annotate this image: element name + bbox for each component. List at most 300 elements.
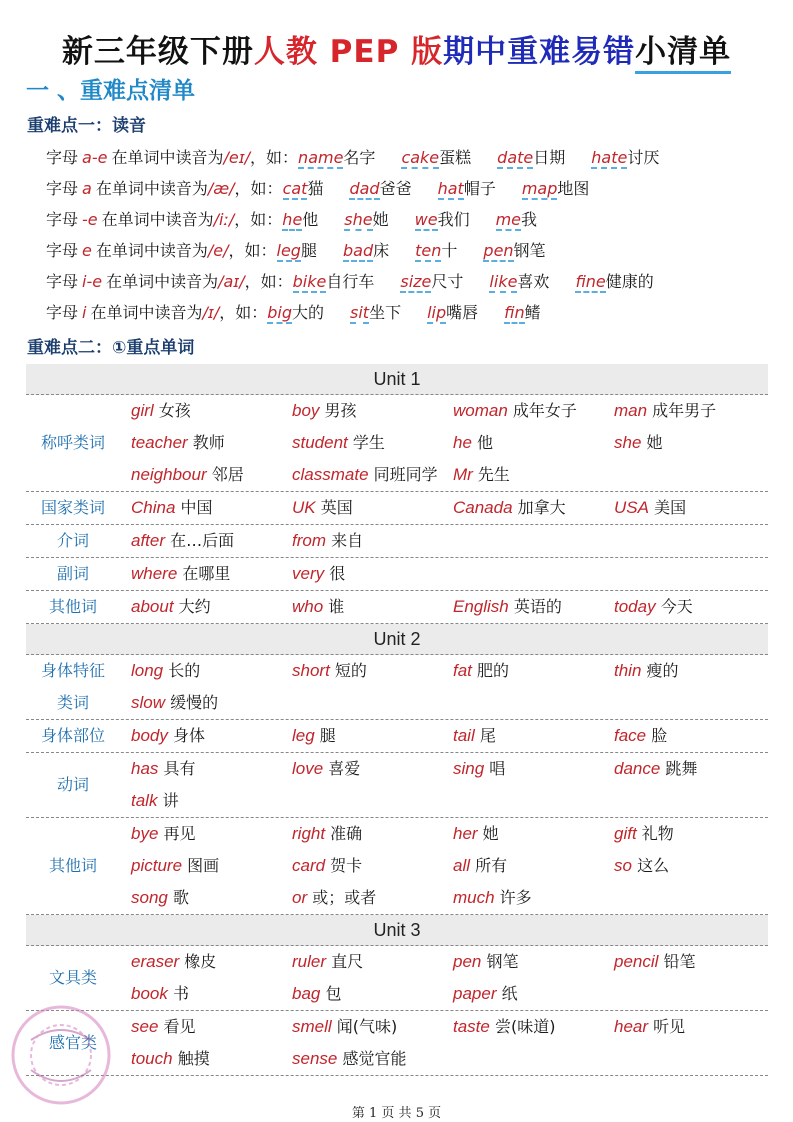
- word-cell: [292, 427, 453, 459]
- word-cell: [614, 492, 739, 524]
- word-chinese: 很: [329, 564, 346, 583]
- word-chinese: 书: [172, 984, 189, 1003]
- phonics-example: [343, 235, 389, 266]
- example-word: size: [400, 272, 432, 291]
- example-meaning: 喜欢: [517, 272, 550, 291]
- example-word: dad: [349, 179, 380, 198]
- phonics-sound: /iː/: [213, 210, 235, 229]
- word-chinese: 英国: [320, 498, 353, 517]
- vocab-table: [26, 364, 768, 1076]
- word-chinese: 铅笔: [663, 952, 696, 971]
- word-chinese: 同班同学: [373, 465, 438, 484]
- word-cell: [614, 558, 739, 590]
- phonics-example: [504, 297, 541, 328]
- phonics-example: [267, 297, 324, 328]
- word-cell: [453, 558, 614, 590]
- phonics-example: [522, 173, 590, 204]
- word-english: taste: [453, 1017, 490, 1036]
- phonics-row: [46, 235, 776, 266]
- word-english: talk: [131, 791, 158, 810]
- word-english: teacher: [131, 433, 188, 452]
- word-chinese: 许多: [499, 888, 532, 907]
- phonics-mid: 在单词中读音为: [95, 179, 208, 198]
- example-word: we: [414, 210, 438, 229]
- category-row: [26, 655, 768, 720]
- section-heading: 一 、重难点清单: [26, 78, 196, 104]
- word-chinese: 或；或者: [312, 888, 377, 907]
- word-english: neighbour: [131, 465, 207, 484]
- word-cell: [292, 687, 453, 719]
- example-meaning: 她: [372, 210, 389, 229]
- word-chinese: 他: [477, 433, 494, 452]
- word-cell: [614, 818, 739, 850]
- example-meaning: 讨厌: [627, 148, 660, 167]
- phonics-example: [344, 204, 388, 235]
- word-cell: [614, 395, 739, 427]
- word-cell: [453, 1011, 614, 1043]
- phonics-prefix: 字母: [46, 272, 79, 291]
- phonics-example: [427, 297, 478, 328]
- phonics-prefix: 字母: [46, 241, 79, 260]
- category-row: [26, 525, 768, 558]
- word-chinese: 贺卡: [330, 856, 363, 875]
- phonics-letter: e: [82, 241, 92, 260]
- word-cell: [131, 818, 292, 850]
- example-word: fine: [575, 272, 606, 291]
- phonics-sound: /e/: [207, 241, 229, 260]
- word-english: bye: [131, 824, 159, 843]
- word-cell: [292, 946, 453, 978]
- example-word: hate: [591, 148, 628, 167]
- phonics-example: [591, 142, 659, 173]
- word-english: love: [292, 759, 324, 778]
- word-english: paper: [453, 984, 497, 1003]
- word-english: she: [614, 433, 642, 452]
- example-word: like: [489, 272, 518, 291]
- example-meaning: 大的: [292, 303, 325, 322]
- example-meaning: 腿: [300, 241, 317, 260]
- word-english: touch: [131, 1049, 173, 1068]
- word-english: girl: [131, 401, 154, 420]
- word-english: student: [292, 433, 348, 452]
- example-word: sit: [350, 303, 370, 322]
- phonics-example: [415, 235, 457, 266]
- word-english: China: [131, 498, 176, 517]
- word-english: gift: [614, 824, 637, 843]
- word-cell: [453, 978, 614, 1010]
- word-chinese: 邻居: [211, 465, 244, 484]
- word-english: English: [453, 597, 509, 616]
- word-english: very: [292, 564, 325, 583]
- example-word: pen: [483, 241, 514, 260]
- phonics-letter: a: [82, 179, 92, 198]
- word-cell: [453, 687, 614, 719]
- example-meaning: 我: [521, 210, 538, 229]
- category-label-text: 文具类: [48, 968, 97, 987]
- word-cell: [292, 818, 453, 850]
- subheading-pronunciation: 重难点一：读音: [27, 116, 146, 136]
- word-chinese: 包: [325, 984, 342, 1003]
- word-cell: [292, 1043, 453, 1075]
- word-grid: [120, 558, 768, 590]
- word-chinese: 在…后面: [170, 531, 235, 550]
- word-chinese: 短的: [334, 661, 367, 680]
- category-label-text: 其他词: [48, 597, 97, 616]
- page-footer: 第 1 页 共 5 页: [351, 1106, 442, 1121]
- word-grid: [120, 753, 768, 817]
- word-english: he: [453, 433, 472, 452]
- word-chinese: 肥的: [477, 661, 510, 680]
- phonics-mid: 在单词中读音为: [106, 272, 219, 291]
- phonics-suffix: ，如：: [234, 210, 283, 229]
- phonics-example: [293, 266, 375, 297]
- word-cell: [614, 946, 739, 978]
- example-word: she: [344, 210, 373, 229]
- word-cell: [453, 818, 614, 850]
- word-cell: [292, 558, 453, 590]
- word-cell: [131, 525, 292, 557]
- word-chinese: 橡皮: [184, 952, 217, 971]
- phonics-example: [277, 235, 317, 266]
- phonics-prefix: 字母: [46, 303, 79, 322]
- word-grid: [120, 492, 768, 524]
- word-cell: [131, 558, 292, 590]
- word-chinese: 长的: [168, 661, 201, 680]
- word-english: body: [131, 726, 168, 745]
- phonics-suffix: ，如：: [219, 303, 268, 322]
- word-english: Mr: [453, 465, 473, 484]
- category-label: [26, 753, 120, 817]
- word-english: picture: [131, 856, 183, 875]
- word-chinese: 唱: [489, 759, 506, 778]
- phonics-example: [349, 173, 411, 204]
- word-cell: [131, 427, 292, 459]
- category-label: [26, 1011, 120, 1075]
- word-chinese: 中国: [180, 498, 213, 517]
- word-chinese: 美国: [654, 498, 687, 517]
- word-chinese: 感觉官能: [342, 1049, 407, 1068]
- category-label-text: 国家类词: [40, 498, 105, 517]
- word-cell: [614, 1011, 739, 1043]
- unit-header: Unit 3: [26, 915, 768, 946]
- word-english: from: [292, 531, 326, 550]
- title-part-4: 小清单: [635, 34, 731, 74]
- word-chinese: 再见: [163, 824, 196, 843]
- example-word: cat: [282, 179, 308, 198]
- example-meaning: 地图: [557, 179, 590, 198]
- word-chinese: 她: [646, 433, 663, 452]
- word-english: right: [292, 824, 326, 843]
- word-cell: [614, 655, 739, 687]
- category-row: [26, 946, 768, 1011]
- title-part-1: 新三年级下册: [61, 34, 254, 70]
- word-chinese: 她: [482, 824, 499, 843]
- word-cell: [614, 753, 739, 785]
- word-english: UK: [292, 498, 316, 517]
- word-chinese: 钢笔: [486, 952, 519, 971]
- phonics-mid: 在单词中读音为: [90, 303, 203, 322]
- example-word: fin: [504, 303, 525, 322]
- word-cell: [453, 753, 614, 785]
- word-cell: [453, 525, 614, 557]
- phonics-example: [350, 297, 401, 328]
- word-chinese: 今天: [660, 597, 693, 616]
- category-label-line: 类词: [56, 693, 89, 712]
- subheading-key-words: 重难点二：①重点单词: [27, 338, 195, 358]
- word-chinese: 这么: [637, 856, 670, 875]
- word-cell: [614, 687, 739, 719]
- phonics-sound: /aɪ/: [218, 272, 245, 291]
- unit-header: Unit 2: [26, 624, 768, 655]
- example-meaning: 嘴唇: [446, 303, 479, 322]
- title-part-3: 期中重难易错: [443, 34, 636, 70]
- phonics-example: [489, 266, 549, 297]
- word-cell: [131, 978, 292, 1010]
- category-label-text: 副词: [56, 564, 89, 583]
- word-cell: [292, 978, 453, 1010]
- word-chinese: 所有: [475, 856, 508, 875]
- word-cell: [131, 655, 292, 687]
- word-english: book: [131, 984, 168, 1003]
- category-label: [26, 946, 120, 1010]
- word-cell: [292, 492, 453, 524]
- phonics-example: [575, 266, 653, 297]
- category-row: [26, 591, 768, 624]
- category-label: [26, 818, 120, 914]
- category-label-text: 称呼类词: [40, 433, 105, 452]
- word-english: card: [292, 856, 326, 875]
- word-grid: [120, 946, 768, 1010]
- word-chinese: 跳舞: [665, 759, 698, 778]
- category-row: [26, 720, 768, 753]
- example-meaning: 日期: [533, 148, 566, 167]
- category-label-text: 其他词: [48, 856, 97, 875]
- example-meaning: 我们: [437, 210, 470, 229]
- word-chinese: 瘦的: [646, 661, 679, 680]
- word-chinese: 触摸: [177, 1049, 210, 1068]
- category-label: [26, 492, 120, 524]
- word-grid: [120, 591, 768, 623]
- phonics-example: [400, 266, 463, 297]
- example-meaning: 自行车: [326, 272, 375, 291]
- example-word: big: [267, 303, 292, 322]
- word-chinese: 脸: [651, 726, 668, 745]
- category-label-text: 介词: [56, 531, 89, 550]
- word-english: hear: [614, 1017, 649, 1036]
- word-english: smell: [292, 1017, 332, 1036]
- word-cell: [453, 459, 614, 491]
- phonics-suffix: ，如：: [234, 179, 283, 198]
- unit-header: Unit 1: [26, 364, 768, 395]
- word-cell: [292, 655, 453, 687]
- word-cell: [292, 525, 453, 557]
- phonics-prefix: 字母: [46, 148, 79, 167]
- phonics-example: [415, 204, 470, 235]
- word-cell: [292, 785, 453, 817]
- word-chinese: 讲: [162, 791, 179, 810]
- phonics-letter: i-e: [82, 272, 103, 291]
- word-chinese: 腿: [319, 726, 336, 745]
- example-meaning: 坐下: [369, 303, 402, 322]
- word-english: pencil: [614, 952, 659, 971]
- word-cell: [292, 850, 453, 882]
- category-label: [26, 525, 120, 557]
- phonics-suffix: ，如：: [244, 272, 293, 291]
- category-label: [26, 655, 120, 719]
- word-english: leg: [292, 726, 315, 745]
- word-cell: [614, 850, 739, 882]
- word-cell: [131, 459, 292, 491]
- word-cell: [614, 525, 739, 557]
- word-english: sing: [453, 759, 485, 778]
- word-grid: [120, 655, 768, 719]
- word-cell: [453, 785, 614, 817]
- word-cell: [131, 882, 292, 914]
- phonics-example: [282, 204, 318, 235]
- word-chinese: 图画: [187, 856, 220, 875]
- word-english: classmate: [292, 465, 369, 484]
- example-word: ten: [415, 241, 442, 260]
- word-chinese: 缓慢的: [170, 693, 219, 712]
- word-chinese: 成年女子: [512, 401, 577, 420]
- word-cell: [131, 687, 292, 719]
- phonics-example: [497, 142, 565, 173]
- example-meaning: 爸爸: [379, 179, 412, 198]
- phonics-letter: a-e: [82, 148, 108, 167]
- word-cell: [614, 720, 739, 752]
- word-chinese: 礼物: [641, 824, 674, 843]
- word-chinese: 具有: [163, 759, 196, 778]
- word-chinese: 尝(味道): [494, 1017, 556, 1036]
- category-label: [26, 720, 120, 752]
- word-cell: [453, 850, 614, 882]
- category-row: [26, 395, 768, 492]
- word-english: tail: [453, 726, 475, 745]
- word-english: bag: [292, 984, 321, 1003]
- word-chinese: 尾: [479, 726, 496, 745]
- phonics-sound: /eɪ/: [223, 148, 251, 167]
- word-english: today: [614, 597, 656, 616]
- example-meaning: 健康的: [605, 272, 654, 291]
- word-cell: [453, 655, 614, 687]
- category-label-text: 身体部位: [40, 726, 105, 745]
- example-meaning: 猫: [307, 179, 324, 198]
- category-label: [26, 558, 120, 590]
- example-word: lip: [427, 303, 447, 322]
- phonics-row: [46, 204, 776, 235]
- word-cell: [131, 1043, 292, 1075]
- word-english: see: [131, 1017, 159, 1036]
- phonics-suffix: ，如：: [250, 148, 299, 167]
- word-english: who: [292, 597, 324, 616]
- example-meaning: 钢笔: [513, 241, 546, 260]
- word-cell: [453, 720, 614, 752]
- word-cell: [453, 882, 614, 914]
- example-meaning: 他: [302, 210, 319, 229]
- word-cell: [131, 720, 292, 752]
- phonics-example: [401, 142, 471, 173]
- word-grid: [120, 395, 768, 491]
- word-chinese: 闻(气味): [336, 1017, 398, 1036]
- example-word: me: [495, 210, 522, 229]
- example-meaning: 名字: [343, 148, 376, 167]
- word-chinese: 大约: [178, 597, 211, 616]
- word-cell: [292, 882, 453, 914]
- word-cell: [292, 753, 453, 785]
- word-chinese: 准确: [330, 824, 363, 843]
- phonics-example: [483, 235, 545, 266]
- word-english: USA: [614, 498, 649, 517]
- word-cell: [292, 1011, 453, 1043]
- word-chinese: 加拿大: [517, 498, 566, 517]
- word-cell: [131, 492, 292, 524]
- word-cell: [131, 395, 292, 427]
- category-row: [26, 753, 768, 818]
- word-english: all: [453, 856, 471, 875]
- category-row: [26, 492, 768, 525]
- word-english: man: [614, 401, 648, 420]
- word-english: or: [292, 888, 308, 907]
- phonics-example: [496, 204, 537, 235]
- word-cell: [614, 785, 739, 817]
- example-meaning: 床: [373, 241, 390, 260]
- example-meaning: 帽子: [463, 179, 496, 198]
- word-english: ruler: [292, 952, 327, 971]
- word-cell: [614, 427, 739, 459]
- word-cell: [614, 978, 739, 1010]
- example-meaning: 鳍: [524, 303, 541, 322]
- word-english: pen: [453, 952, 482, 971]
- example-word: bike: [292, 272, 327, 291]
- example-word: map: [521, 179, 558, 198]
- word-cell: [292, 591, 453, 623]
- word-cell: [614, 591, 739, 623]
- category-label-text: 动词: [56, 775, 89, 794]
- word-english: her: [453, 824, 478, 843]
- category-row: [26, 558, 768, 591]
- word-cell: [453, 427, 614, 459]
- phonics-letter: -e: [82, 210, 98, 229]
- word-english: sense: [292, 1049, 338, 1068]
- word-chinese: 谁: [328, 597, 345, 616]
- word-english: thin: [614, 661, 642, 680]
- word-cell: [292, 395, 453, 427]
- word-chinese: 纸: [501, 984, 518, 1003]
- example-word: name: [298, 148, 344, 167]
- word-cell: [453, 1043, 614, 1075]
- example-meaning: 蛋糕: [439, 148, 472, 167]
- word-cell: [131, 591, 292, 623]
- phonics-list: [46, 142, 776, 328]
- word-cell: [292, 459, 453, 491]
- category-label-line: 身体特征: [40, 661, 105, 680]
- phonics-row: [46, 266, 776, 297]
- phonics-mid: 在单词中读音为: [101, 210, 214, 229]
- word-chinese: 来自: [331, 531, 364, 550]
- word-cell: [453, 946, 614, 978]
- word-cell: [453, 591, 614, 623]
- word-chinese: 男孩: [324, 401, 357, 420]
- example-word: date: [497, 148, 534, 167]
- phonics-prefix: 字母: [46, 210, 79, 229]
- word-chinese: 教师: [192, 433, 225, 452]
- category-label-text: 感官类: [48, 1033, 97, 1052]
- phonics-example: [298, 142, 375, 173]
- title-part-2: 人教 PEP 版: [253, 34, 444, 70]
- word-english: eraser: [131, 952, 180, 971]
- word-chinese: 女孩: [158, 401, 191, 420]
- word-english: Canada: [453, 498, 513, 517]
